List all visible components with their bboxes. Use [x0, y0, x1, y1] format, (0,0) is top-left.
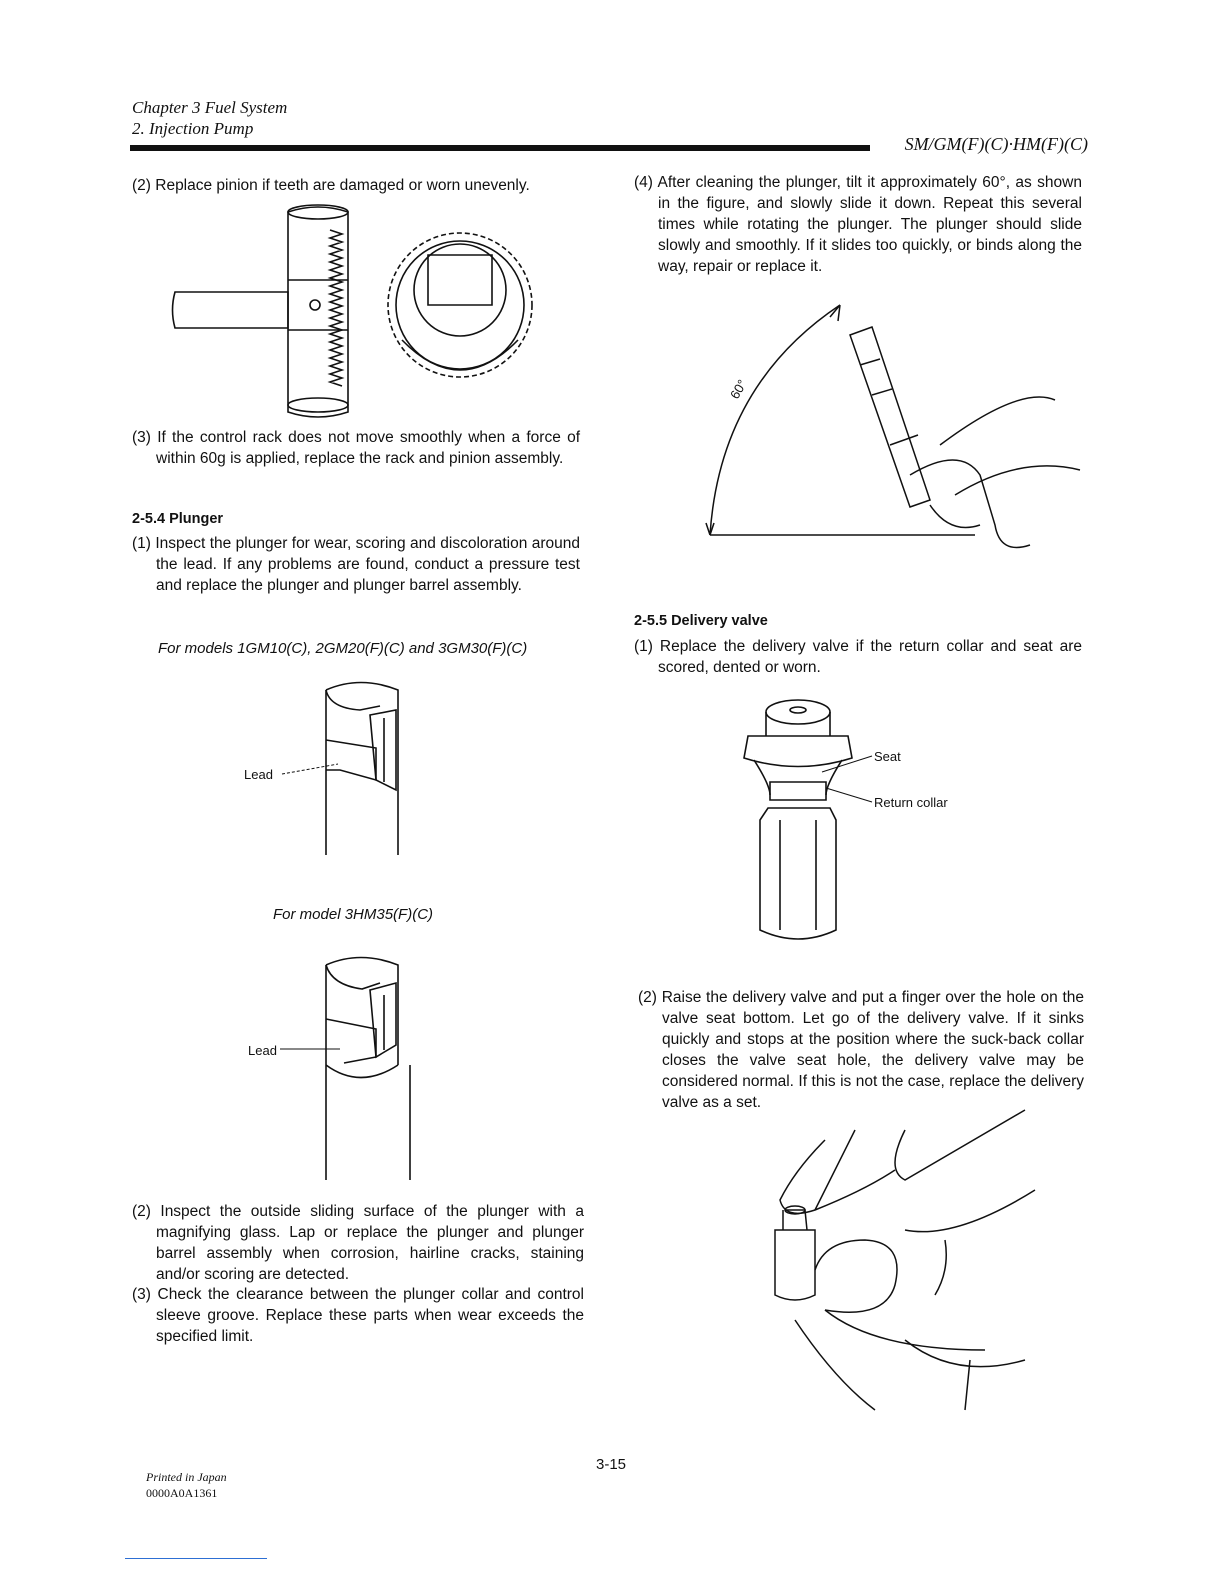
plunger-inspect-2	[132, 1201, 584, 1285]
pinion-text: (2) Replace pinion if teeth are damaged or worn unevenly.	[132, 177, 530, 194]
seat-label: Seat	[874, 749, 901, 764]
delivery-instruction-2	[638, 987, 1084, 1113]
plunger-figure-2	[240, 945, 420, 1185]
print-info	[146, 1469, 227, 1501]
lead-label-2: Lead	[248, 1043, 277, 1058]
slide-test-instruction	[634, 172, 1082, 277]
section-label: 2. Injection Pump	[132, 119, 254, 138]
plunger-heading: 2-5.4 Plunger	[132, 511, 224, 527]
angle-label: 60°	[727, 376, 750, 402]
pinion-instruction	[132, 175, 592, 196]
chapter-label: Chapter 3 Fuel System	[132, 98, 288, 117]
page-number: 3-15	[596, 1456, 627, 1473]
plunger-inspect-1-text: (1) Inspect the plunger for wear, scoring and discoloration around the lead. If any problems are found, conduct a pressure test and replace the plunger and plunger barrel assembly.	[132, 535, 580, 594]
plunger-inspect-2-text: (2) Inspect the outside sliding surface of the plunger with a magnifying glass. Lap or replace the plunger and plunger barrel assembly when corrosion, hairline cracks, staining and/or scoring are detected.	[132, 1203, 584, 1283]
rack-text: (3) If the control rack does not move smoothly when a force of within 60g is applied, replace the rack and pinion assembly.	[132, 429, 580, 467]
document-code: 0000A0A1361	[146, 1486, 218, 1500]
slide-test-text: (4) After cleaning the plunger, tilt it approximately 60°, as shown in the figure, and slowly slide it down. Repeat this several times while rotating the plunger. The plunger should slide slowly and smoothly. If it slides too quickly, or binds along the way, repair or replace it.	[634, 174, 1082, 275]
delivery-instruction-1-text: (1) Replace the delivery valve if the return collar and seat are scored, dented or worn.	[634, 638, 1082, 676]
plunger-inspect-3-text: (3) Check the clearance between the plunger collar and control sleeve groove. Replace these parts when wear exceeds the specified limit.	[132, 1286, 584, 1345]
finger-valve-figure	[755, 1110, 1055, 1420]
bottom-link-rule	[125, 1558, 267, 1559]
delivery-instruction-2-text: (2) Raise the delivery valve and put a finger over the hole on the valve seat bottom. Let go of the delivery valve. If it sinks quickly and stops at the position where the suck-back collar closes the valve seat hole, the delivery valve may be considered normal. If this is not the case, replace the delivery valve as a set.	[638, 989, 1084, 1111]
caption-models-gm: For models 1GM10(C), 2GM20(F)(C) and 3GM30(F)(C)	[158, 640, 528, 657]
return-collar-label: Return collar	[874, 795, 948, 810]
header-rule	[130, 145, 870, 151]
printed-in: Printed in Japan	[146, 1470, 227, 1484]
model-code: SM/GM(F)(C)·HM(F)(C)	[904, 134, 1088, 154]
caption-model-hm: For model 3HM35(F)(C)	[273, 906, 434, 923]
rack-instruction	[132, 427, 580, 469]
plunger-inspect-3	[132, 1284, 584, 1347]
delivery-valve-figure	[740, 690, 980, 950]
rack-pinion-figure	[170, 200, 540, 425]
delivery-heading: 2-5.5 Delivery valve	[634, 613, 768, 629]
chapter-title	[132, 97, 287, 139]
lead-label-1: Lead	[244, 767, 273, 782]
delivery-instruction-1	[634, 636, 1082, 678]
plunger-tilt-figure	[700, 295, 1070, 585]
plunger-inspect-1	[132, 533, 580, 596]
